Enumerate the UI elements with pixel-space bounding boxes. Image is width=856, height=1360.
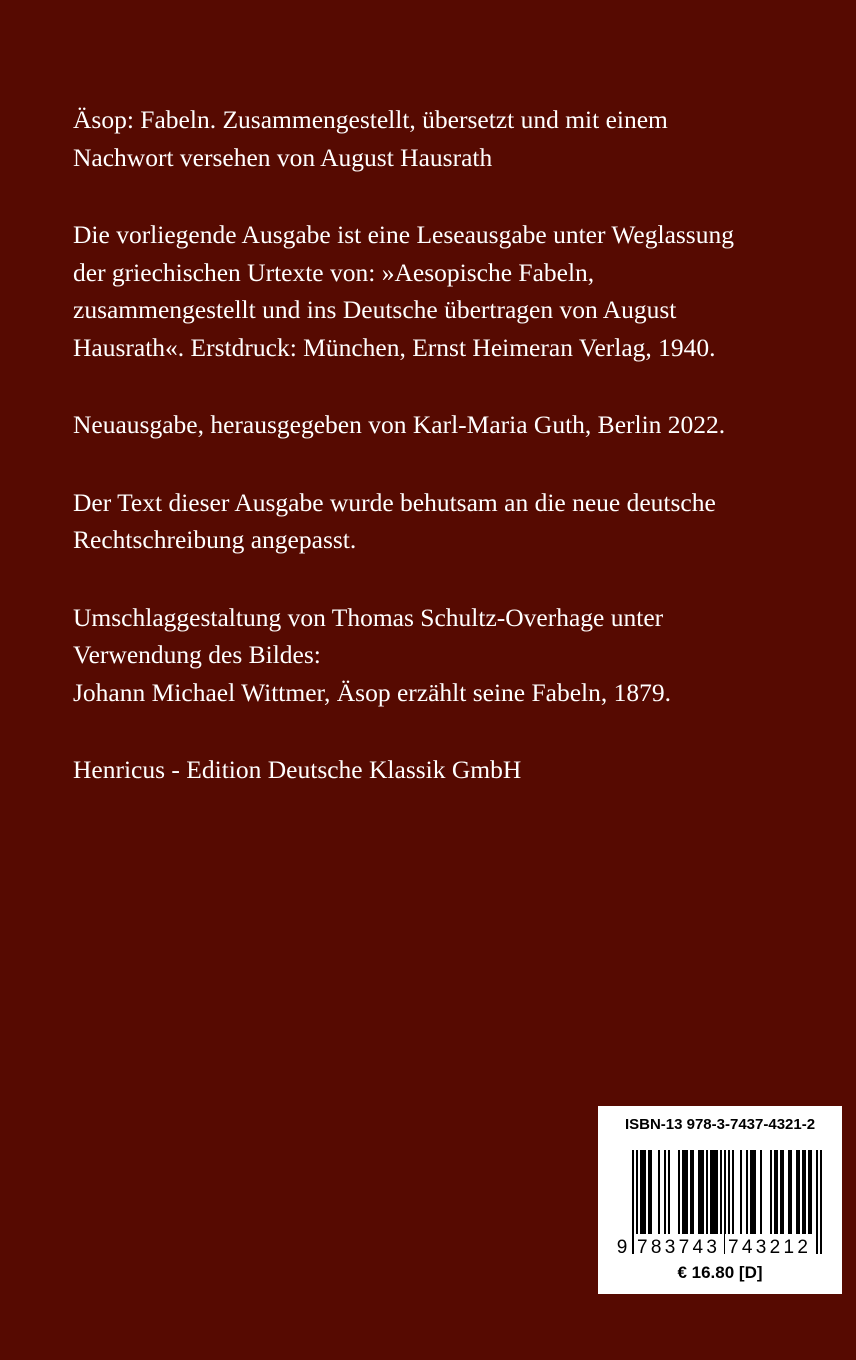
barcode-bar xyxy=(640,1150,642,1234)
barcode-bar xyxy=(716,1150,718,1234)
text-line: der griechischen Urtexte von: »Aesopische Fabeln, xyxy=(73,257,595,287)
barcode-bar xyxy=(796,1150,798,1234)
barcode-right-digits: 743212 xyxy=(728,1237,808,1258)
text-line: Der Text dieser Ausgabe wurde behutsam an die neue deutsche xyxy=(73,487,716,517)
barcode-bar xyxy=(682,1150,684,1234)
barcode-bar xyxy=(690,1150,692,1234)
barcode-bar xyxy=(700,1150,702,1234)
price-label: € 16.80 [D] xyxy=(677,1263,763,1282)
text-line: Johann Michael Wittmer, Äsop erzählt seine Fabeln, 1879. xyxy=(73,677,672,707)
barcode-guard-bar xyxy=(632,1150,634,1254)
isbn-label: ISBN-13 978-3-7437-4321-2 xyxy=(624,1116,816,1133)
barcode-bar xyxy=(752,1150,754,1234)
barcode-left-digits: 783743 xyxy=(637,1237,717,1258)
barcode-bar xyxy=(746,1150,748,1234)
barcode-bar xyxy=(782,1150,784,1234)
barcode-bar xyxy=(658,1150,660,1234)
paragraph-orthography xyxy=(73,484,813,559)
barcode-bar xyxy=(702,1150,704,1234)
barcode-bar xyxy=(750,1150,752,1234)
barcode-bar xyxy=(686,1150,688,1234)
text-line: Nachwort versehen von August Hausrath xyxy=(73,142,493,172)
barcode-bar xyxy=(668,1150,670,1234)
text-line: Henricus - Edition Deutsche Klassik GmbH xyxy=(73,755,522,784)
paragraph-title xyxy=(73,101,813,176)
text-line: zusammengestellt und ins Deutsche übertragen von August xyxy=(73,295,677,324)
text-line: Verwendung des Bildes: xyxy=(73,640,321,669)
barcode-bar xyxy=(740,1150,742,1234)
imprint-text xyxy=(73,101,813,829)
text-line: Umschlaggestaltung von Thomas Schultz-Overhage unter xyxy=(73,602,664,632)
barcode-graphic xyxy=(598,1146,842,1260)
isbn-barcode-box xyxy=(598,1106,842,1294)
barcode-bar xyxy=(780,1150,782,1234)
paragraph-cover-design xyxy=(73,599,813,712)
barcode-bar xyxy=(706,1150,708,1234)
paragraph-edition-note xyxy=(73,216,813,366)
text-line: Hausrath«. Erstdruck: München, Ernst Heimeran Verlag, 1940. xyxy=(73,332,716,362)
text-line: Rechtschreibung angepasst. xyxy=(73,525,357,554)
barcode-bar xyxy=(642,1150,644,1234)
barcode-guard-bar xyxy=(820,1150,822,1254)
barcode-bar xyxy=(776,1150,778,1234)
barcode-bar xyxy=(732,1150,734,1234)
barcode-bar xyxy=(760,1150,762,1234)
text-line: Neuausgabe, herausgegeben von Karl-Maria Guth, Berlin 2022. xyxy=(73,410,726,439)
barcode-bar xyxy=(684,1150,686,1234)
barcode-bar xyxy=(790,1150,792,1234)
barcode-bar xyxy=(802,1150,804,1234)
barcode-bar xyxy=(774,1150,776,1234)
barcode-bar xyxy=(698,1150,700,1234)
barcode-bar xyxy=(798,1150,800,1234)
barcode-bar xyxy=(810,1150,812,1234)
barcode-bar xyxy=(710,1150,712,1234)
barcode-bar xyxy=(714,1150,716,1234)
paragraph-publisher xyxy=(73,751,813,789)
barcode-bar xyxy=(712,1150,714,1234)
barcode-bar xyxy=(754,1150,756,1234)
barcode-bar xyxy=(678,1150,680,1234)
barcode-bar xyxy=(648,1150,650,1234)
barcode-bar xyxy=(808,1150,810,1234)
barcode-bar xyxy=(804,1150,806,1234)
text-line: Die vorliegende Ausgabe ist eine Leseausgabe unter Weglassung xyxy=(73,220,734,249)
barcode-bar xyxy=(770,1150,772,1234)
barcode-bar xyxy=(644,1150,646,1234)
barcode-bar xyxy=(664,1150,666,1234)
text-line: Äsop: Fabeln. Zusammengestellt, übersetzt und mit einem xyxy=(73,105,668,134)
barcode-bar xyxy=(788,1150,790,1234)
barcode-guard-bar xyxy=(816,1150,818,1254)
barcode-bar xyxy=(692,1150,694,1234)
barcode-bar xyxy=(650,1150,652,1234)
barcode-first-digit: 9 xyxy=(616,1237,628,1258)
paragraph-new-edition xyxy=(73,406,813,444)
barcode-bar xyxy=(720,1150,722,1234)
